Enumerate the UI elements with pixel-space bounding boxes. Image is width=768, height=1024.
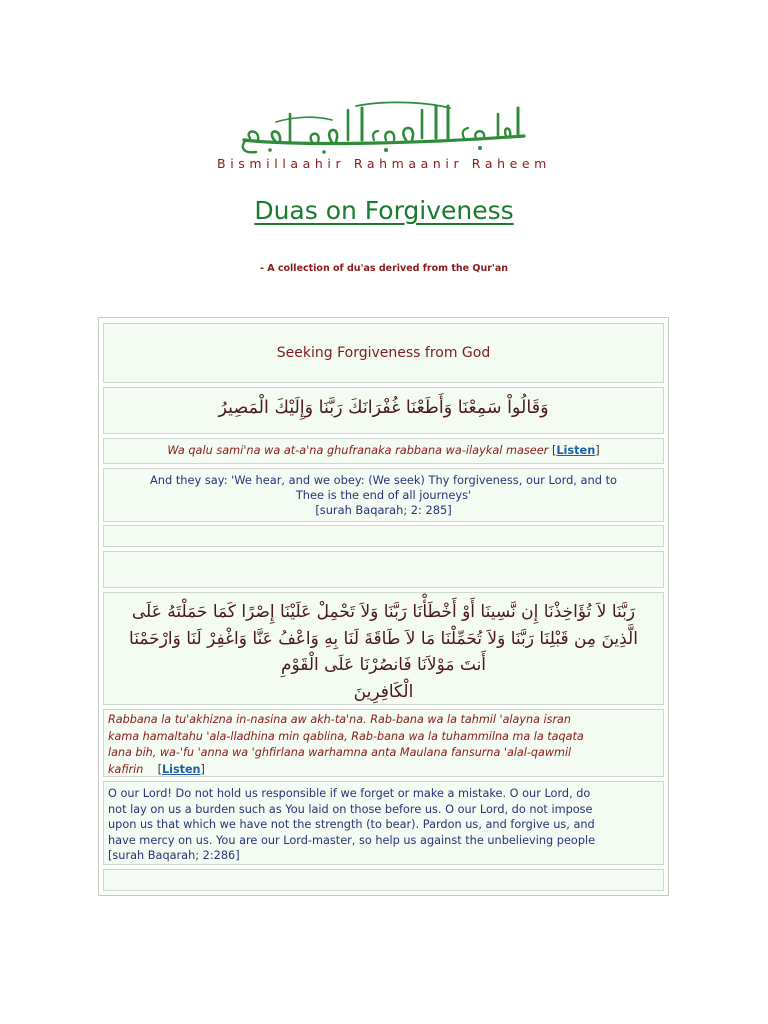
- bracket-close: ]: [595, 444, 600, 457]
- dua2-transliteration-line: lana bih, wa-'fu 'anna wa 'ghfirlana warhamna anta Maulana fansurna 'alal-qawmil: [108, 746, 572, 759]
- dua1-reference: [surah Baqarah; 2: 285]: [315, 503, 452, 517]
- dua2-transliteration-line: kama hamaltahu 'ala-lladhina min qablina, Rab-bana wa la tuhammilna ma la taqata: [108, 729, 584, 743]
- dua2-transliteration-line: kafirin: [108, 762, 144, 776]
- bracket-open: [: [157, 762, 162, 776]
- dua2-english-line: upon us that which we have not the strength (to bear). Pardon us, and forgive us, and: [108, 818, 595, 831]
- dua2-transliteration-line: Rabbana la tu'akhizna in-nasina aw akh-ta'na. Rab-bana wa la tahmil 'alayna isran: [108, 713, 572, 726]
- dua2-arabic-cell: [103, 592, 664, 705]
- bismillah-transliteration: Bismillaahir Rahmaanir Raheem: [217, 156, 551, 171]
- dua2-arabic-line: الْكَافِرِينَ: [353, 681, 414, 702]
- dua2-english-cell: [103, 781, 664, 865]
- dua2-english-line: O our Lord! Do not hold us responsible if we forget or make a mistake. O our Lord, do: [108, 787, 591, 800]
- empty-cell: [103, 869, 664, 891]
- dua1-transliteration: [104, 444, 663, 457]
- dua1-transliteration-cell: [103, 438, 664, 464]
- bismillah-calligraphy-art: [236, 100, 532, 156]
- dua2-transliteration: [108, 712, 653, 778]
- dua2-reference: [surah Baqarah; 2:286]: [108, 849, 240, 862]
- dua1-english: [104, 473, 663, 518]
- dua2-arabic-line: أَنتَ مَوْلاَنَا فَانصُرْنَا عَلَى الْقَوْمِ: [280, 655, 487, 675]
- dua2-transliteration-cell: [103, 709, 664, 777]
- dua1-transliteration-text: Wa qalu sami'na wa at-a'na ghufranaka rabbana wa-ilaykal maseer: [167, 444, 549, 457]
- heading-cell: [103, 323, 664, 383]
- section-heading: Seeking Forgiveness from God: [276, 345, 491, 361]
- dua2-english-line: not lay on us a burden such as You laid on those before us. O our Lord, do not impose: [108, 802, 593, 816]
- dua2-listen-link[interactable]: Listen: [161, 762, 201, 776]
- bracket-open: [: [551, 444, 557, 457]
- dua2-arabic-text: [114, 599, 653, 705]
- dua2-english: [108, 786, 657, 864]
- dua2-english-line: have mercy on us. You are our Lord-master, so help us against the unbelieving people: [108, 833, 596, 847]
- dua2-transliteration-last-line: [108, 762, 653, 779]
- dua1-arabic-cell: [103, 387, 664, 434]
- dua1-english-line: Thee is the end of all journeys': [295, 488, 472, 502]
- dua1-english-line: And they say: 'We hear, and we obey: (We seek) Thy forgiveness, our Lord, and to: [149, 473, 618, 487]
- page-title: Duas on Forgiveness: [254, 196, 514, 225]
- bracket-close: ]: [200, 762, 205, 776]
- dua2-arabic-line: الَّذِينَ مِن قَبْلِنَا رَبَّنَا وَلاَ تُحَمِّلْنَا مَا لاَ طَاقَةَ لَنَا بِهِ وَاعْفُ عَنَّا وَاغْفِرْ لَنَا وَارْحَمْنَا: [129, 628, 638, 649]
- dua1-listen-link[interactable]: Listen: [556, 444, 596, 457]
- empty-cell: [103, 525, 664, 547]
- dua1-arabic-text: وَقَالُواْ سَمِعْنَا وَأَطَعْنَا غُفْرَانَكَ رَبَّنَا وَإِلَيْكَ الْمَصِيرُ: [218, 398, 549, 418]
- empty-cell: [103, 551, 664, 588]
- dua-table: [98, 317, 669, 896]
- dua2-arabic-line: رَبَّنَا لاَ تُؤَاخِذْنَا إِن نَّسِينَا أَوْ أَخْطَأْنَا رَبَّنَا وَلاَ تَحْمِلْ عَلَيْنَا إِصْرًا كَمَا حَمَلْتَهُ عَلَى: [131, 602, 636, 622]
- page-subtitle: - A collection of du'as derived from the Qur'an: [259, 263, 508, 274]
- dua1-english-cell: [103, 468, 664, 522]
- bismillah-calligraphy: [236, 100, 532, 156]
